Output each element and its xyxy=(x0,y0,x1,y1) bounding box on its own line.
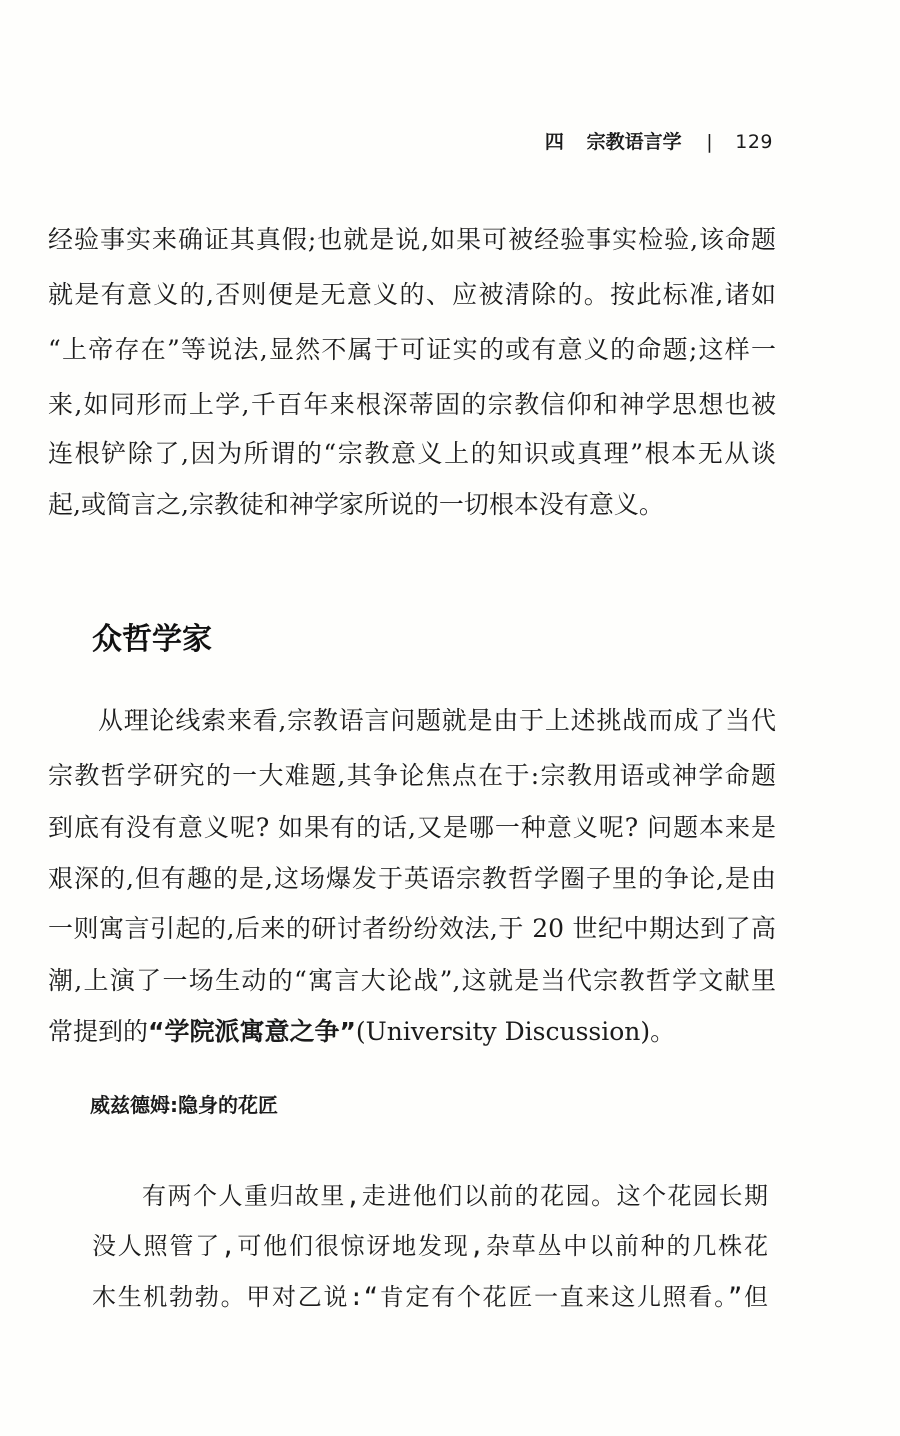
paragraph-1-line: 连根铲除了,因为所谓的“宗教意义上的知识或真理”根本无从谈 xyxy=(48,439,776,468)
paragraph-2-text: 常提到的 xyxy=(48,1017,149,1046)
paragraph-1-line: “上帝存在”等说法,显然不属于可证实的或有意义的命题;这样一 xyxy=(48,335,776,364)
paragraph-2-line: 潮,上演了一场生动的“寓言大论战”,这就是当代宗教哲学文献里 xyxy=(48,966,776,995)
paragraph-1-line: 就是有意义的,否则便是无意义的、应被清除的。按此标准,诸如 xyxy=(48,280,776,309)
quote-line: 没人照管了,可他们很惊讶地发现,杂草丛中以前种的几株花 xyxy=(92,1232,768,1260)
paragraph-2-line: 到底有没有意义呢? 如果有的话,又是哪一种意义呢? 问题本来是 xyxy=(48,813,776,842)
paragraph-2-text: (University Discussion)。 xyxy=(355,1017,676,1046)
paragraph-1-line: 来,如同形而上学,千百年来根深蒂固的宗教信仰和神学思想也被 xyxy=(48,390,776,419)
bold-term: “学院派寓意之争” xyxy=(148,1017,356,1046)
paragraph-2-line: 宗教哲学研究的一大难题,其争论焦点在于:宗教用语或神学命题 xyxy=(48,761,776,790)
chapter-number: 四 xyxy=(544,131,564,153)
running-header xyxy=(545,127,773,154)
quote-line: 木生机勃勃。甲对乙说:“肯定有个花匠一直来这儿照看。”但 xyxy=(92,1283,768,1311)
header-separator: | xyxy=(706,131,713,153)
page-number: 129 xyxy=(735,131,773,153)
paragraph-2-line: 艰深的,但有趣的是,这场爆发于英语宗教哲学圈子里的争论,是由 xyxy=(48,864,776,893)
section-title: 众哲学家 xyxy=(92,622,212,657)
chapter-title: 宗教语言学 xyxy=(586,131,682,153)
quote-line: 有两个人重归故里,走进他们以前的花园。这个花园长期 xyxy=(142,1182,768,1210)
paragraph-2-line: 从理论线索来看,宗教语言问题就是由于上述挑战而成了当代 xyxy=(98,706,776,735)
paragraph-1-line: 经验事实来确证其真假;也就是说,如果可被经验事实检验,该命题 xyxy=(48,225,776,254)
paragraph-2-last-line xyxy=(48,1017,776,1047)
sub-title: 威兹德姆:隐身的花匠 xyxy=(90,1093,278,1117)
paragraph-2-line: 一则寓言引起的,后来的研讨者纷纷效法,于 20 世纪中期达到了高 xyxy=(48,914,776,943)
paragraph-1-line: 起,或简言之,宗教徒和神学家所说的一切根本没有意义。 xyxy=(48,490,664,519)
